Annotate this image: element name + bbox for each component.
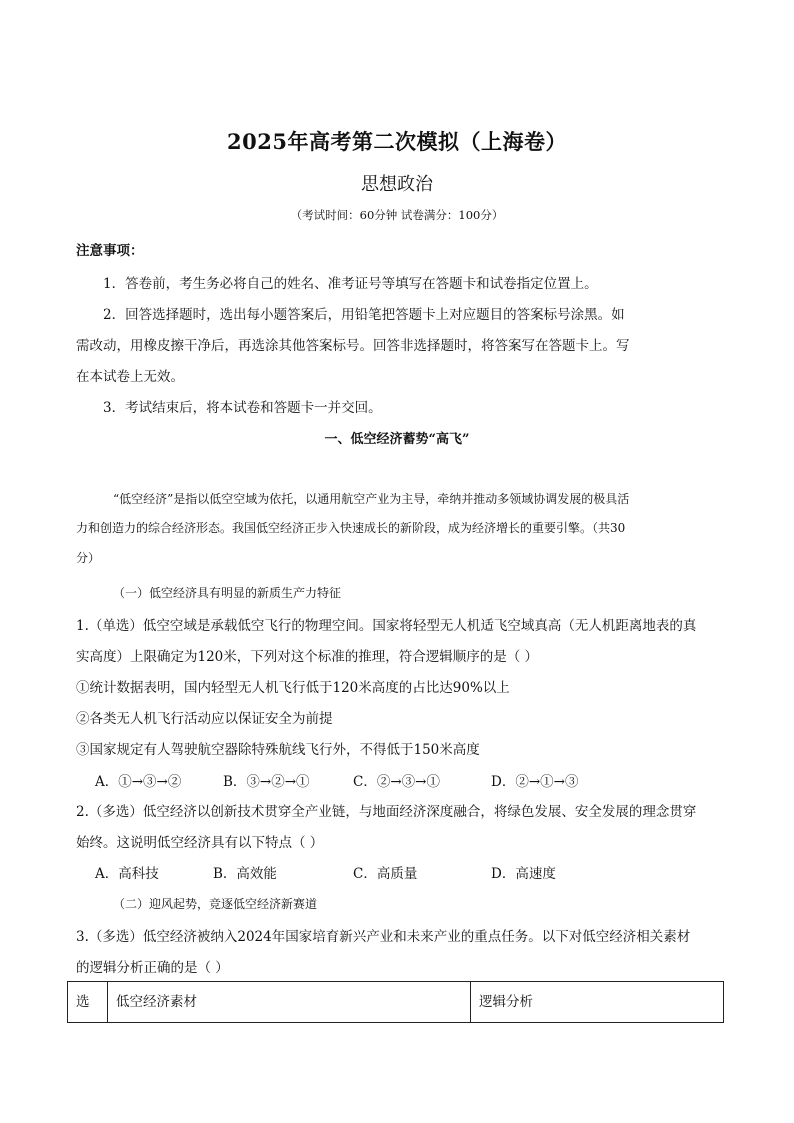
question-2-stem: 始终。这说明低空经济具有以下特点（ ） (76, 835, 324, 851)
option-c[interactable]: C．高质量 (353, 866, 418, 882)
table-header-cell: 逻辑分析 (479, 994, 533, 1010)
option-a[interactable]: A．高科技 (95, 866, 159, 882)
option-c[interactable]: C．②→③→① (353, 774, 440, 790)
option-d[interactable]: D．②→①→③ (491, 774, 579, 790)
notice-line: 2．回答选择题时，选出每小题答案后，用铅笔把答题卡上对应题目的答案标号涂黑。如 (103, 307, 625, 323)
question-1-stem: 1.（单选）低空空域是承载低空飞行的物理空间。国家将轻型无人机适飞空域真高（无人机距离地表的真 (76, 618, 697, 634)
question-2-stem: 2.（多选）低空经济以创新技术贯穿全产业链，与地面经济深度融合，将绿色发展、安全发展的理念贯穿 (76, 804, 697, 820)
question-1-item: ③国家规定有人驾驶航空器除特殊航线飞行外，不得低于150米高度 (76, 742, 480, 758)
subsection-heading: （一）低空经济具有明显的新质生产力特征 (113, 586, 342, 600)
question-3-stem: 3.（多选）低空经济被纳入2024年国家培育新兴产业和未来产业的重点任务。以下对低空经济相关素材 (76, 929, 691, 945)
intro-line: 力和创造力的综合经济形态。我国低空经济正步入快速成长的新阶段，成为经济增长的重要引擎。（共30 (76, 521, 626, 535)
subject-title: 思想政治 (361, 174, 433, 195)
intro-line: “低空经济”是指以低空空域为依托，以通用航空产业为主导，牵纳并推动多领域协调发展的极具活 (113, 492, 630, 506)
notice-heading: 注意事项： (76, 243, 144, 259)
notice-line: 需改动，用橡皮擦干净后，再选涂其他答案标号。回答非选择题时，将答案写在答题卡上。写 (76, 338, 630, 354)
table-header-cell: 选 (68, 982, 108, 1022)
notice-line: 在本试卷上无效。 (76, 369, 184, 385)
option-d[interactable]: D．高速度 (491, 866, 556, 882)
option-b[interactable]: B．③→②→① (223, 774, 310, 790)
material-table (67, 981, 724, 1023)
exam-title: 2025年高考第二次模拟（上海卷） (227, 129, 567, 154)
question-1-item: ①统计数据表明，国内轻型无人机飞行低于120米高度的占比达90%以上 (76, 680, 510, 696)
option-b[interactable]: B．高效能 (213, 866, 277, 882)
section-heading: 一、低空经济蓄势“高飞” (324, 432, 470, 447)
question-1-item: ②各类无人机飞行活动应以保证安全为前提 (76, 711, 333, 727)
subsection-heading: （二）迎风起势，竞逐低空经济新赛道 (113, 897, 318, 911)
exam-info: （考试时间：60分钟 试卷满分：100分） (290, 208, 504, 222)
notice-line: 3．考试结束后，将本试卷和答题卡一并交回。 (103, 400, 382, 416)
option-a[interactable]: A．①→③→② (95, 774, 182, 790)
table-header-cell: 低空经济素材 (108, 982, 471, 1022)
notice-line: 1．答卷前，考生务必将自己的姓名、准考证号等填写在答题卡和试卷指定位置上。 (103, 276, 598, 292)
question-1-stem: 实高度）上限确定为120米，下列对这个标准的推理，符合逻辑顺序的是（ ） (76, 649, 539, 665)
intro-line: 分） (76, 551, 101, 565)
question-3-stem: 的逻辑分析正确的是（ ） (76, 960, 229, 976)
